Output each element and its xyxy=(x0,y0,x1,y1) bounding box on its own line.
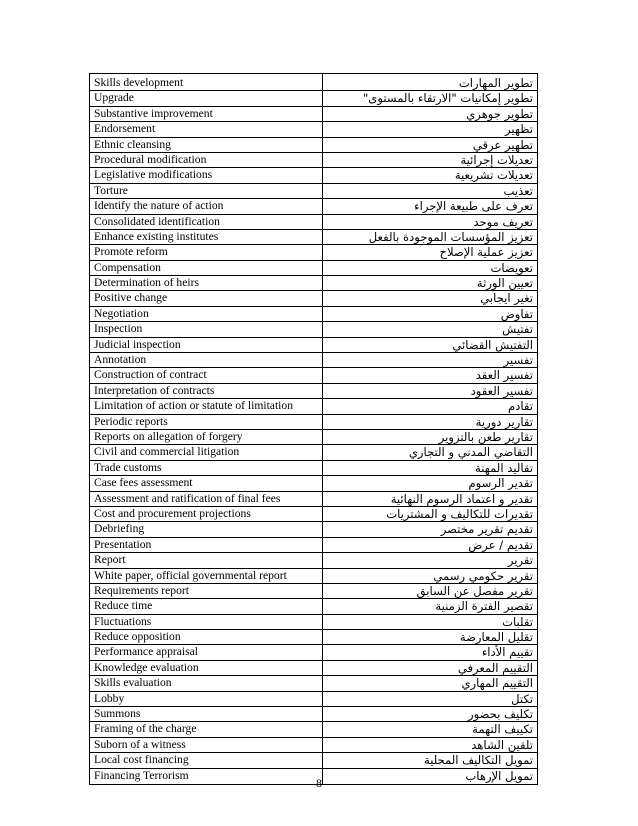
arabic-term: التقاضي المدني و التجاري xyxy=(323,445,538,460)
arabic-term: تقرير مفصل عن السابق xyxy=(323,583,538,598)
arabic-term: تفسير العقد xyxy=(323,368,538,383)
arabic-term: تقاليد المهنة xyxy=(323,460,538,475)
arabic-term: تكييف التهمة xyxy=(323,722,538,737)
arabic-term: تكتل xyxy=(323,691,538,706)
english-term: Compensation xyxy=(90,260,323,275)
table-row xyxy=(90,383,538,398)
arabic-term: تفاوض xyxy=(323,306,538,321)
english-term: Annotation xyxy=(90,353,323,368)
table-row xyxy=(90,229,538,244)
table-row xyxy=(90,245,538,260)
table-row xyxy=(90,429,538,444)
arabic-term: تعديلات إجرائية xyxy=(323,152,538,167)
arabic-term: تمويل الإرهاب xyxy=(323,768,538,784)
table-row xyxy=(90,614,538,629)
english-term: Financing Terrorism xyxy=(90,768,323,784)
arabic-term: تقصير الفترة الزمنية xyxy=(323,599,538,614)
english-term: Requirements report xyxy=(90,583,323,598)
table-row xyxy=(90,660,538,675)
english-term: Summons xyxy=(90,707,323,722)
page-number: 8 xyxy=(316,776,322,790)
english-term: Cost and procurement projections xyxy=(90,506,323,521)
english-term: Procedural modification xyxy=(90,152,323,167)
arabic-term: تطهير عرقي xyxy=(323,137,538,152)
arabic-term: تمويل التكاليف المحلية xyxy=(323,753,538,768)
arabic-term: تقدير الرسوم xyxy=(323,476,538,491)
table-row xyxy=(90,106,538,121)
table-row xyxy=(90,476,538,491)
arabic-term: تطوير إمكانيات "الارتقاء بالمستوى" xyxy=(323,91,538,106)
english-term: Suborn of a witness xyxy=(90,737,323,752)
english-term: Reports on allegation of forgery xyxy=(90,429,323,444)
english-term: Interpretation of contracts xyxy=(90,383,323,398)
arabic-term: تفسير xyxy=(323,353,538,368)
arabic-term: تعريف موحد xyxy=(323,214,538,229)
table-row xyxy=(90,630,538,645)
table-row xyxy=(90,522,538,537)
table-row xyxy=(90,353,538,368)
english-term: Construction of contract xyxy=(90,368,323,383)
arabic-term: تقارير طعن بالتزوير xyxy=(323,429,538,444)
table-row xyxy=(90,553,538,568)
glossary-table xyxy=(89,73,538,785)
arabic-term: تعذيب xyxy=(323,183,538,198)
table-row xyxy=(90,74,538,91)
arabic-term: تقادم xyxy=(323,399,538,414)
table-row xyxy=(90,414,538,429)
english-term: Torture xyxy=(90,183,323,198)
table-row xyxy=(90,753,538,768)
table-row xyxy=(90,137,538,152)
table-row xyxy=(90,491,538,506)
english-term: Performance appraisal xyxy=(90,645,323,660)
english-term: Knowledge evaluation xyxy=(90,660,323,675)
english-term: Framing of the charge xyxy=(90,722,323,737)
table-row xyxy=(90,399,538,414)
arabic-term: تقليل المعارضة xyxy=(323,630,538,645)
arabic-term: تقديم / عرض xyxy=(323,537,538,552)
arabic-term: تعرف على طبيعة الإجراء xyxy=(323,199,538,214)
arabic-term: تقلبات xyxy=(323,614,538,629)
arabic-term: تقديرات للتكاليف و المشتريات xyxy=(323,506,538,521)
english-term: Report xyxy=(90,553,323,568)
table-row xyxy=(90,122,538,137)
english-term: Determination of heirs xyxy=(90,276,323,291)
english-term: Civil and commercial litigation xyxy=(90,445,323,460)
english-term: Promote reform xyxy=(90,245,323,260)
table-row xyxy=(90,291,538,306)
table-row xyxy=(90,368,538,383)
table-row xyxy=(90,537,538,552)
table-row xyxy=(90,645,538,660)
arabic-term: تعيين الورثة xyxy=(323,276,538,291)
arabic-term: تطوير جوهري xyxy=(323,106,538,121)
english-term: Inspection xyxy=(90,322,323,337)
table-row xyxy=(90,91,538,106)
table-row xyxy=(90,168,538,183)
arabic-term: تقرير xyxy=(323,553,538,568)
table-row xyxy=(90,707,538,722)
english-term: Fluctuations xyxy=(90,614,323,629)
table-row xyxy=(90,599,538,614)
arabic-term: التقييم المعرفي xyxy=(323,660,538,675)
arabic-term: تقديم تقرير مختصر xyxy=(323,522,538,537)
arabic-term: التقييم المهاري xyxy=(323,676,538,691)
english-term: Skills evaluation xyxy=(90,676,323,691)
table-row xyxy=(90,460,538,475)
arabic-term: تعزيز المؤسسات الموجودة بالفعل xyxy=(323,229,538,244)
english-term: Endorsement xyxy=(90,122,323,137)
english-term: Presentation xyxy=(90,537,323,552)
english-term: Consolidated identification xyxy=(90,214,323,229)
arabic-term: تعديلات تشريعية xyxy=(323,168,538,183)
arabic-term: تغير ايجابي xyxy=(323,291,538,306)
table-row xyxy=(90,199,538,214)
english-term: White paper, official governmental report xyxy=(90,568,323,583)
arabic-term: تقرير حكومي رسمي xyxy=(323,568,538,583)
table-row xyxy=(90,306,538,321)
english-term: Lobby xyxy=(90,691,323,706)
table-row xyxy=(90,506,538,521)
table-row xyxy=(90,676,538,691)
glossary-table-body xyxy=(90,74,538,785)
arabic-term: تظهير xyxy=(323,122,538,137)
arabic-term: تكليف بحضور xyxy=(323,707,538,722)
english-term: Judicial inspection xyxy=(90,337,323,352)
arabic-term: تعزيز عملية الإصلاح xyxy=(323,245,538,260)
arabic-term: تقدير و اعتماد الرسوم النهائية xyxy=(323,491,538,506)
table-row xyxy=(90,445,538,460)
english-term: Enhance existing institutes xyxy=(90,229,323,244)
arabic-term: تفتيش xyxy=(323,322,538,337)
english-term: Trade customs xyxy=(90,460,323,475)
table-row xyxy=(90,214,538,229)
table-row xyxy=(90,276,538,291)
table-row xyxy=(90,583,538,598)
arabic-term: تطوير المهارات xyxy=(323,74,538,91)
table-row xyxy=(90,737,538,752)
arabic-term: التفتيش القضائي xyxy=(323,337,538,352)
english-term: Limitation of action or statute of limitation xyxy=(90,399,323,414)
english-term: Local cost financing xyxy=(90,753,323,768)
english-term: Case fees assessment xyxy=(90,476,323,491)
table-row xyxy=(90,260,538,275)
english-term: Negotiation xyxy=(90,306,323,321)
table-row xyxy=(90,183,538,198)
english-term: Reduce time xyxy=(90,599,323,614)
table-row xyxy=(90,322,538,337)
english-term: Reduce opposition xyxy=(90,630,323,645)
arabic-term: تقارير دورية xyxy=(323,414,538,429)
english-term: Skills development xyxy=(90,74,323,91)
table-row xyxy=(90,722,538,737)
english-term: Substantive improvement xyxy=(90,106,323,121)
english-term: Legislative modifications xyxy=(90,168,323,183)
arabic-term: تقييم الأداء xyxy=(323,645,538,660)
english-term: Assessment and ratification of final fees xyxy=(90,491,323,506)
english-term: Periodic reports xyxy=(90,414,323,429)
english-term: Positive change xyxy=(90,291,323,306)
arabic-term: تلقين الشاهد xyxy=(323,737,538,752)
english-term: Ethnic cleansing xyxy=(90,137,323,152)
table-row xyxy=(90,337,538,352)
english-term: Identify the nature of action xyxy=(90,199,323,214)
table-row xyxy=(90,691,538,706)
english-term: Debriefing xyxy=(90,522,323,537)
arabic-term: تفسير العقود xyxy=(323,383,538,398)
table-row xyxy=(90,152,538,167)
table-row xyxy=(90,568,538,583)
arabic-term: تعويضات xyxy=(323,260,538,275)
english-term: Upgrade xyxy=(90,91,323,106)
